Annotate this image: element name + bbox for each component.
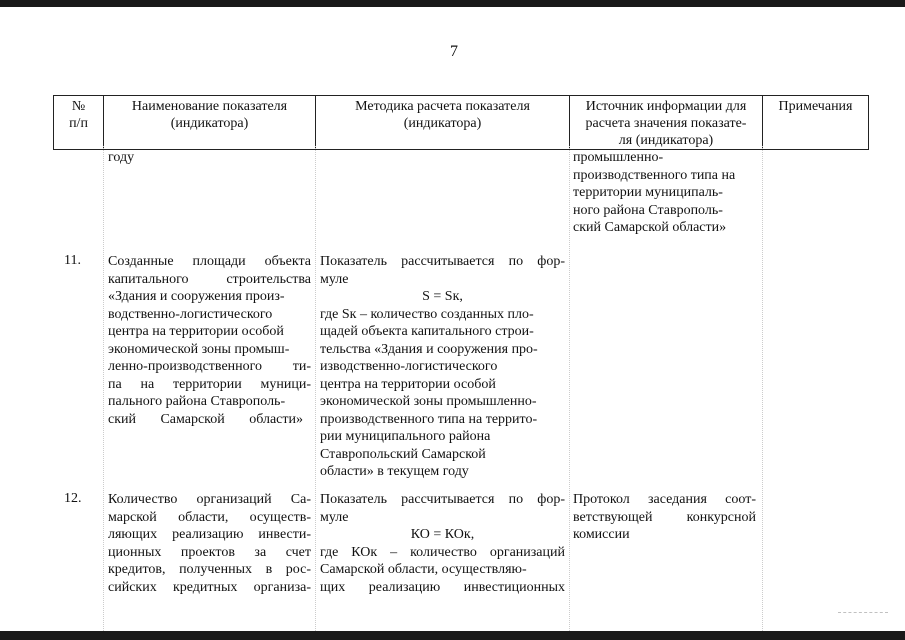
row-number: 11. <box>64 253 81 268</box>
header-number-line1: № <box>71 99 86 114</box>
column-guide <box>569 146 570 631</box>
scan-artifact <box>838 612 888 619</box>
source-line: ветствующей конкурсной <box>573 509 756 525</box>
method-line: где КОк – количество организаций <box>320 544 565 560</box>
method-line: центра на территории особой <box>320 376 496 392</box>
indicator-name-line: Созданные площади объекта <box>108 254 311 269</box>
method-line: производственного типа на террито- <box>320 411 538 427</box>
indicator-name-line: пального района Ставрополь- <box>108 394 286 409</box>
method-line: щих реализацию инвестиционных <box>320 579 565 595</box>
source-line: комиссии <box>573 527 630 542</box>
column-guide <box>762 146 763 631</box>
method-line: изводственно-логистического <box>320 359 498 374</box>
method-line: Показатель рассчитывается по фор- <box>320 492 565 507</box>
continuation-source-line: производственного типа на <box>573 167 736 183</box>
method-line: Самарской области, осуществляю- <box>320 562 527 577</box>
method-line: Показатель рассчитывается по фор- <box>320 254 565 269</box>
indicator-name-line: марской области, осуществ- <box>108 509 311 525</box>
indicator-name-line: сийских кредитных организа- <box>108 579 311 595</box>
column-guide <box>315 146 316 631</box>
header-source-line1: Источник информации для <box>585 99 747 114</box>
indicator-name-line: ленно-производственного ти- <box>108 359 311 374</box>
source-line: Протокол заседания соот- <box>573 492 756 507</box>
header-source-line2: расчета значения показате- <box>585 116 747 131</box>
method-line: рии муниципального района <box>320 429 491 444</box>
method-line: где Sк – количество созданных пло- <box>320 306 534 322</box>
header-method-line1: Методика расчета показателя <box>355 99 530 114</box>
page-number: 7 <box>450 43 458 60</box>
indicator-name-line: ляющих реализацию инвести- <box>108 527 311 542</box>
method-formula: S = Sк, <box>422 289 463 304</box>
method-line: тельства «Здания и сооружения про- <box>320 341 538 357</box>
header-cell-number <box>54 96 104 150</box>
header-name-line2: (индикатора) <box>170 116 249 131</box>
method-line: муле <box>320 509 349 525</box>
table-header <box>53 95 869 150</box>
method-line: муле <box>320 271 349 287</box>
method-line: области» в текущем году <box>320 464 469 479</box>
indicator-name-line: экономической зоны промыш- <box>108 341 290 357</box>
continuation-source-line: промышленно- <box>573 150 664 165</box>
scan-bottom-border <box>0 631 905 640</box>
indicator-name-line: водственно-логистического <box>108 306 273 322</box>
header-method-line2: (индикатора) <box>403 116 482 131</box>
header-notes-line1: Примечания <box>778 99 853 114</box>
indicator-name-line: центра на территории особой <box>108 324 284 339</box>
header-source-line3: ля (индикатора) <box>618 133 714 148</box>
indicator-name-line: Количество организаций Са- <box>108 492 311 507</box>
indicator-name-line: па на территории муници- <box>108 376 311 392</box>
continuation-source-line: территории муниципаль- <box>573 185 723 200</box>
indicator-name-line: ционных проектов за счет <box>108 544 311 560</box>
method-line: щадей объекта капитального строи- <box>320 324 534 339</box>
indicator-name-line: кредитов, полученных в рос- <box>108 562 311 577</box>
header-cell-source <box>570 96 763 150</box>
continuation-source-line: ного района Ставрополь- <box>573 202 723 218</box>
header-name-line1: Наименование показателя <box>131 99 288 114</box>
method-formula: КО = КОк, <box>410 527 475 542</box>
scan-top-border <box>0 0 905 7</box>
indicator-name-line: ский Самарской области» <box>108 411 303 427</box>
continuation-name-line: году <box>108 150 135 165</box>
row-number: 12. <box>64 491 82 506</box>
header-cell-name <box>104 96 316 150</box>
method-line: экономической зоны промышленно- <box>320 394 537 409</box>
indicator-name-line: капитального строительства <box>108 271 311 287</box>
header-number-line2: п/п <box>69 116 88 131</box>
continuation-source-line: ский Самарской области» <box>573 220 727 235</box>
column-guide <box>103 146 104 631</box>
header-cell-notes <box>763 96 869 150</box>
header-cell-method <box>316 96 570 150</box>
method-line: Ставропольский Самарской <box>320 446 486 462</box>
indicator-name-line: «Здания и сооружения произ- <box>108 289 285 304</box>
